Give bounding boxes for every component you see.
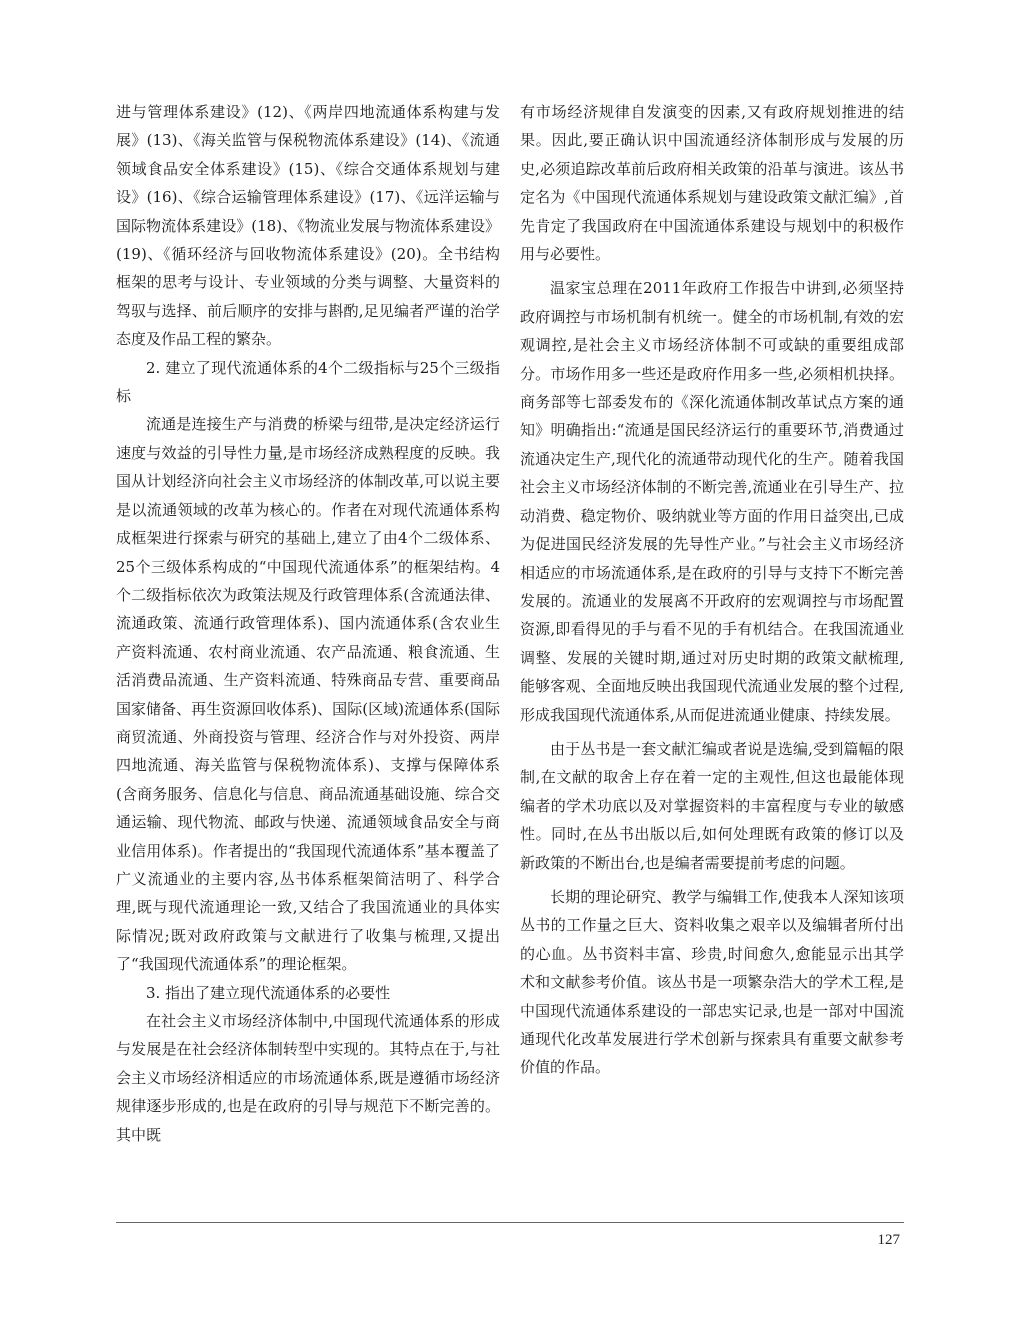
paragraph-book-list-continued: 进与管理体系建设》(12)、《两岸四地流通体系构建与发展》(13)、《海关监管与保税物流体系建设》(14)、《流通领域食品安全体系建设》(15)、《综合交通体系规划与建设》(16)、《综合运输管理体系建设》(17)、《远洋运输与国际物流体系建设》(18)、《物流业发展与物流体系建设》(19)、《循环经济与回收物流体系建设》(20)。全书结构框架的思考与设计、专业领域的分类与调整、大量资料的驾驭与选择、前后顺序的安排与斟酌,足见编者严谨的治学态度及作品工程的繁杂。: [116, 103, 500, 349]
paragraph-policy-evolution: 有市场经济规律自发演变的因素,又有政府规划推进的结果。因此,要正确认识中国流通经济体制形成与发展的历史,必须追踪改革前后政府相关政策的沿革与演进。该丛书定名为《中国现代流通体系规划与建设政策文献汇编》,首先肯定了我国政府在中国流通体系建设与规划中的积极作用与必要性。: [520, 103, 904, 264]
page-number: 127: [877, 1232, 900, 1248]
paragraph-limitations: 由于丛书是一套文献汇编或者说是选编,受到篇幅的限制,在文献的取舍上存在着一定的主观性,但这也最能体现编者的学术功底以及对掌握资料的丰富程度与专业的敏感性。同时,在丛书出版以后,如何处理既有政策的修订以及新政策的不断出台,也是编者需要提前考虑的问题。: [520, 739, 904, 872]
paragraph-market-economy: 在社会主义市场经济体制中,中国现代流通体系的形成与发展是在社会经济体制转型中实现的。其特点在于,与社会主义市场经济相适应的市场流通体系,既是遵循市场经济规律逐步形成的,也是在政府的引导与规范下不断完善的。其中既: [116, 1012, 500, 1144]
section-heading-3: 3. 指出了建立现代流通体系的必要性: [146, 983, 391, 1002]
footer-rule: [116, 1222, 904, 1223]
paragraph-conclusion: 长期的理论研究、教学与编辑工作,使我本人深知该项丛书的工作量之巨大、资料收集之艰辛以及编辑者所付出的心血。丛书资料丰富、珍贵,时间愈久,愈能显示出其学术和文献参考价值。该丛书是一项繁杂浩大的学术工程,是中国现代流通体系建设的一部忠实记录,也是一部对中国流通现代化改革发展进行学术创新与探索具有重要文献参考价值的作品。: [520, 887, 904, 1077]
paragraph-government-report: 温家宝总理在2011年政府工作报告中讲到,必须坚持政府调控与市场机制有机统一。健全的市场机制,有效的宏观调控,是社会主义市场经济体制不可或缺的重要组成部分。市场作用多一些还是政府作用多一些,必须相机抉择。商务部等七部委发布的《深化流通体制改革试点方案的通知》明确指出:“流通是国民经济运行的重要环节,消费通过流通决定生产,现代化的流通带动现代化的生产。随着我国社会主义市场经济体制的不断完善,流通业在引导生产、拉动消费、稳定物价、吸纳就业等方面的作用日益突出,已成为促进国民经济发展的先导性产业。”与社会主义市场经济相适应的市场流通体系,是在政府的引导与支持下不断完善发展的。流通业的发展离不开政府的宏观调控与市场配置资源,即看得见的手与看不见的手有机结合。在我国流通业调整、发展的关键时期,通过对历史时期的政策文献梳理,能够客观、全面地反映出我国现代流通业发展的整个过程,形成我国现代流通体系,从而促进流通业健康、持续发展。: [520, 279, 904, 724]
right-column: [520, 98, 904, 1082]
left-column: [116, 98, 500, 1149]
section-heading-2: 2. 建立了现代流通体系的4个二级指标与25个三级指标: [116, 358, 500, 406]
paragraph-circulation-framework: 流通是连接生产与消费的桥梁与纽带,是决定经济运行速度与效益的引导性力量,是市场经济成熟程度的反映。我国从计划经济向社会主义市场经济的体制改革,可以说主要是以流通领域的改革为核心的。作者在对现代流通体系构成框架进行探索与研究的基础上,建立了由4个二级体系、25个三级体系构成的“中国现代流通体系”的框架结构。4个二级指标依次为政策法规及行政管理体系(含流通法律、流通政策、流通行政管理体系)、国内流通体系(含农业生产资料流通、农村商业流通、农产品流通、粮食流通、生活消费品流通、生产资料流通、特殊商品专营、重要商品国家储备、再生资源回收体系)、国际(区域)流通体系(国际商贸流通、外商投资与管理、经济合作与对外投资、两岸四地流通、海关监管与保税物流体系)、支撑与保障体系(含商务服务、信息化与信息、商品流通基础设施、综合交通运输、现代物流、邮政与快递、流通领域食品安全与商业信用体系)。作者提出的“我国现代流通体系”基本覆盖了广义流通业的主要内容,丛书体系框架简洁明了、科学合理,既与现代流通理论一致,又结合了我国流通业的具体实际情况;既对政府政策与文献进行了收集与梳理,又提出了“我国现代流通体系”的理论框架。: [116, 415, 500, 974]
